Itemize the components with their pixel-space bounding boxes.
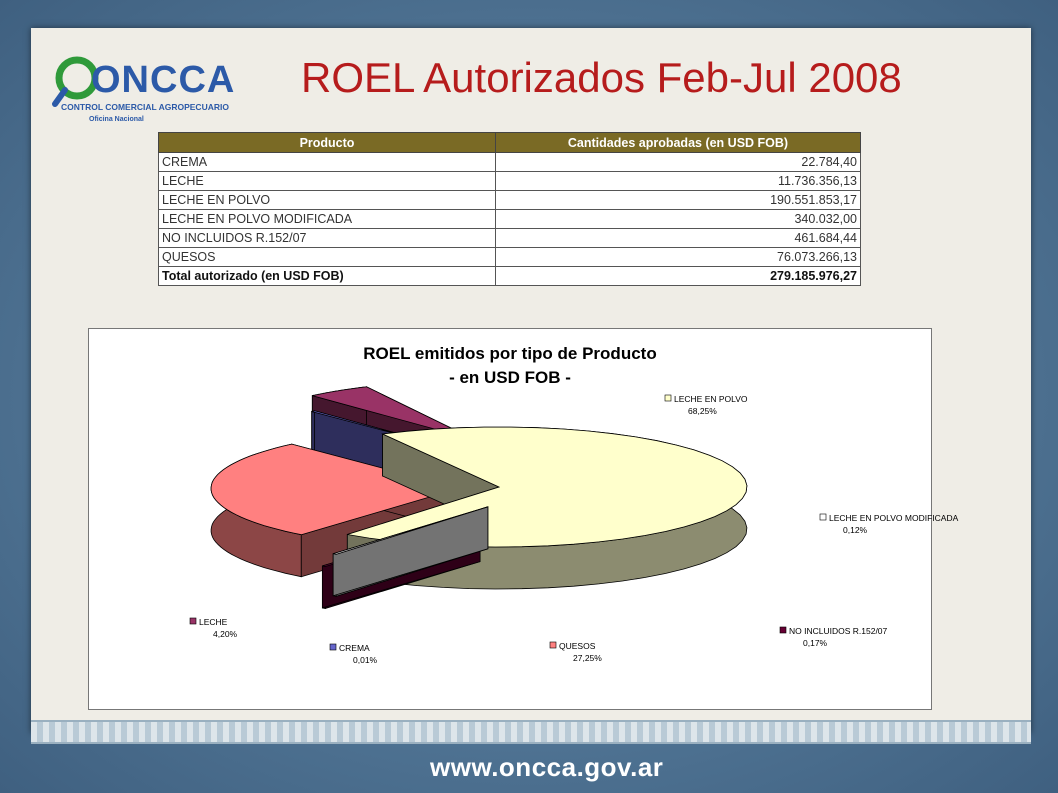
page-title: ROEL Autorizados Feb-Jul 2008 [301,54,902,101]
row-product: CREMA [159,153,496,172]
product-table [158,132,861,286]
logo-line1: CONTROL COMERCIAL AGROPECUARIO [61,102,229,112]
pie-chart [88,328,959,710]
table-row [159,153,861,172]
slice-label: LECHE EN POLVO [674,394,748,404]
row-amount: 190.551.853,17 [496,191,861,210]
header-amount: Cantidades aprobadas (en USD FOB) [496,133,861,153]
slice-percent: 0,12% [843,525,868,535]
slice-percent: 0,01% [353,655,378,665]
total-label: Total autorizado (en USD FOB) [159,267,496,286]
row-amount: 76.073.266,13 [496,248,861,267]
slice-percent: 0,17% [803,638,828,648]
table-row [159,248,861,267]
row-product: NO INCLUIDOS R.152/07 [159,229,496,248]
table-row [159,191,861,210]
row-amount: 11.736.356,13 [496,172,861,191]
table-row [159,210,861,229]
row-product: LECHE [159,172,496,191]
legend-swatch [780,627,786,633]
slice-label: LECHE EN POLVO MODIFICADA [829,513,959,523]
total-amount: 279.185.976,27 [496,267,861,286]
row-amount: 461.684,44 [496,229,861,248]
table-header-row [159,133,861,153]
table-row [159,229,861,248]
legend-swatch [190,618,196,624]
slice-percent: 68,25% [688,406,717,416]
table-row [159,172,861,191]
legend-swatch [820,514,826,520]
legend-swatch [330,644,336,650]
row-product: LECHE EN POLVO [159,191,496,210]
slice-label: QUESOS [559,641,596,651]
legend-swatch [665,395,671,401]
legend-swatch [550,642,556,648]
pie-chart-svg [89,329,959,709]
row-product: QUESOS [159,248,496,267]
logo-line2: Oficina Nacional [89,116,144,123]
chart-title: ROEL emitidos por tipo de Producto [363,344,657,363]
slice-label: CREMA [339,643,370,653]
slice-label: NO INCLUIDOS R.152/07 [789,626,888,636]
oncca-logo [49,48,249,128]
slice-label: LECHE [199,617,228,627]
row-amount: 340.032,00 [496,210,861,229]
slice-percent: 27,25% [573,653,602,663]
row-amount: 22.784,40 [496,153,861,172]
header-product: Producto [159,133,496,153]
slide [31,28,1031,733]
chart-subtitle: - en USD FOB - [449,368,571,387]
logo-name: ONCCA [91,59,236,101]
row-product: LECHE EN POLVO MODIFICADA [159,210,496,229]
slice-percent: 4,20% [213,629,238,639]
decorative-band [31,720,1031,744]
website-url: www.oncca.gov.ar [430,752,664,782]
total-row [159,267,861,286]
